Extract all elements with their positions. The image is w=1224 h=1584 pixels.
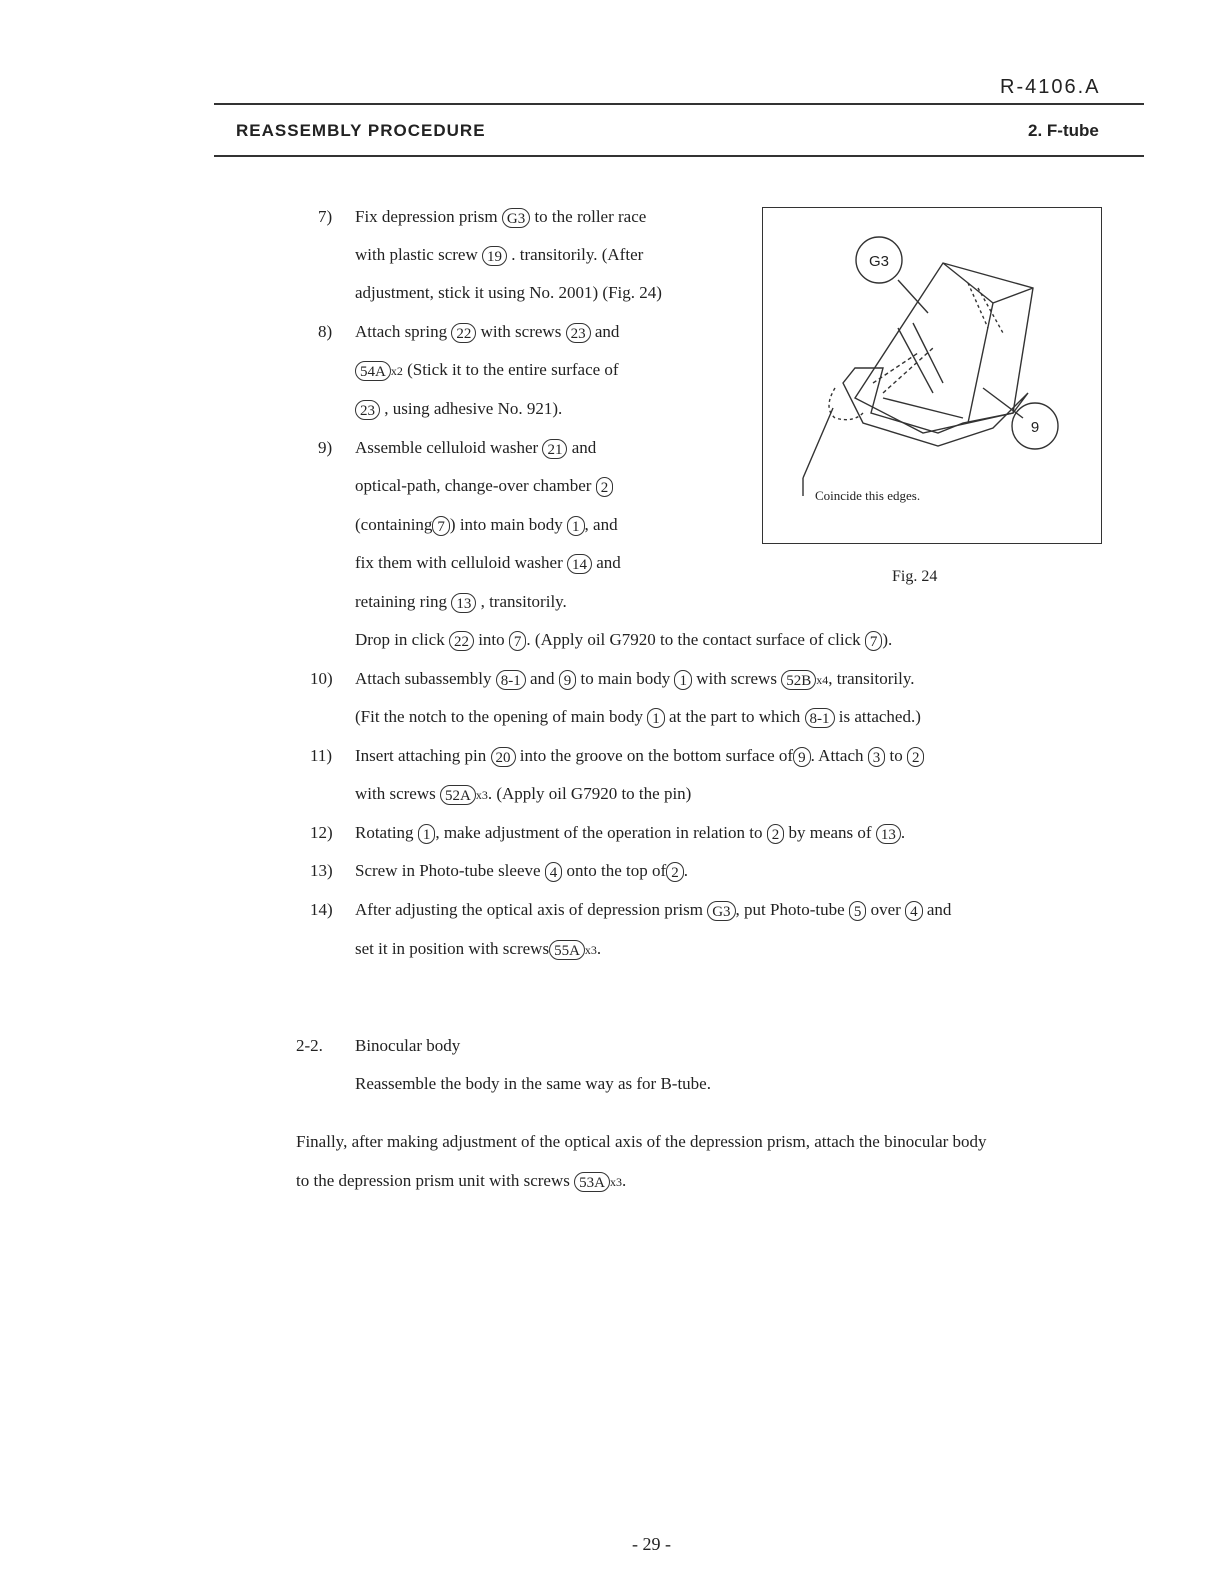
step-13-line-1 [355,860,688,882]
step-8-line-3 [355,398,562,420]
step-9-line-2 [355,475,613,497]
text: ) into main body [449,515,563,534]
text: with screws [355,784,436,803]
part-callout: 1 [418,824,436,844]
part-callout: G3 [707,901,735,921]
text: , make adjustment of the operation in relation to [435,823,763,842]
text: (Fit the notch to the opening of main body [355,707,644,726]
text: with plastic screw [355,245,478,264]
step-11-line-2 [355,783,691,806]
step-9-line-6 [355,629,892,651]
part-callout: 53A [574,1172,610,1192]
section-subtitle: 2. F-tube [1028,121,1099,140]
step-9-number: 9) [318,438,333,457]
text: with screws [480,322,562,341]
part-callout: 21 [542,439,567,459]
text: ). [882,630,893,649]
text: with screws [696,669,777,688]
text: Fix depression prism [355,207,498,226]
step-12-number: 12) [310,823,333,842]
section-title: REASSEMBLY PROCEDURE [236,121,486,140]
part-callout: 2 [596,477,614,497]
text: Attach subassembly [355,669,492,688]
prism-edge [968,303,993,423]
text: (containing [355,515,433,534]
part-callout: 1 [567,516,585,536]
text: into the groove on the bottom surface of [519,746,794,765]
part-callout: 5 [849,901,867,921]
step-8-line-1 [355,321,619,343]
text: onto the top of [566,861,667,880]
text: , put Photo-tube [735,900,845,919]
document-number: R-4106.A [1000,76,1101,98]
part-callout: 8-1 [805,708,835,728]
label-9: 9 [1030,419,1040,436]
step-7-number: 7) [318,207,333,226]
text: . Attach [810,746,864,765]
text: Rotating [355,823,414,842]
text: Screw in Photo-tube sleeve [355,861,541,880]
text: is attached.) [838,707,921,726]
page-number: - 29 - [632,1534,671,1554]
text: Insert attaching pin [355,746,487,765]
multiplier: x3 [609,1175,622,1189]
part-callout: 8-1 [496,670,526,690]
text: . [683,861,688,880]
base-edge [883,398,963,418]
text: . transitorily. (After [511,245,644,264]
text: to the depression prism unit with screws [296,1171,570,1190]
part-callout: 4 [545,862,563,882]
text: optical-path, change-over chamber [355,476,592,495]
part-callout: 52A [440,785,476,805]
part-callout: 2 [767,824,785,844]
figure-24 [762,207,1102,544]
text: . [900,823,906,842]
coincide-note: Coincide this edges. [815,488,921,503]
text: and [571,438,597,457]
step-10-number: 10) [310,669,333,688]
prism-edge [993,288,1033,303]
text: over [870,900,901,919]
step-14-line-1 [355,899,951,921]
text: to main body [580,669,671,688]
text: into [478,630,505,649]
part-callout: 2 [666,862,684,882]
part-callout: 9 [793,747,811,767]
step-11-line-1 [355,745,924,767]
step-7-line-3: adjustment, stick it using No. 2001) (Fig. 24) [355,283,662,302]
part-callout: 2 [907,747,925,767]
text: . [621,1171,627,1190]
part-callout: 1 [674,670,692,690]
text: at the part to which [669,707,801,726]
step-8-line-2 [355,359,619,382]
part-callout: 4 [905,901,923,921]
part-callout: 13 [876,824,901,844]
text: set it in position with screws [355,939,550,958]
step-9-line-4 [355,552,621,574]
text: , transitorily. [828,669,915,688]
prism-diagram [763,208,1100,542]
part-callout: 23 [355,400,380,420]
final-paragraph-line-1: Finally, after making adjustment of the optical axis of the depression prism, attach the binocular body [296,1132,987,1151]
text: and [926,900,952,919]
step-14-line-2 [355,938,601,961]
text: , using adhesive No. 921). [384,399,563,418]
leader-9 [983,388,1023,418]
part-callout: 19 [482,246,507,266]
step-13-number: 13) [310,861,333,880]
base-plate [843,368,1028,446]
text: retaining ring [355,592,448,611]
text: (Stick it to the entire surface of [407,360,619,379]
multiplier: x4 [816,673,829,687]
multiplier: x2 [390,364,403,378]
header-rule-bottom [214,155,1144,157]
part-callout: 22 [449,631,474,651]
step-9-line-5 [355,591,567,613]
text: . (Apply oil G7920 to the contact surface of click [526,630,861,649]
part-callout: 7 [865,631,883,651]
text: by means of [788,823,872,842]
text: and [596,553,621,572]
header-rule-top [214,103,1144,105]
text: to the roller race [534,207,647,226]
part-callout: 22 [451,323,476,343]
step-7-line-2 [355,244,643,266]
step-12-line-1 [355,822,905,844]
part-callout: 7 [432,516,450,536]
text: Drop in click [355,630,445,649]
final-paragraph-line-2 [296,1170,626,1193]
part-callout: 52B [781,670,816,690]
text: . [596,939,602,958]
text: , transitorily. [480,592,567,611]
text: Assemble celluloid washer [355,438,539,457]
step-14-number: 14) [310,900,333,919]
part-callout: 20 [491,747,516,767]
part-callout: 14 [567,554,592,574]
text: Attach spring [355,322,448,341]
section-2-2-number: 2-2. [296,1036,323,1055]
part-callout: 54A [355,361,391,381]
step-10-line-2 [355,706,921,728]
step-7-line-1 [355,206,646,228]
label-g3: G3 [868,253,890,270]
part-callout: 3 [868,747,886,767]
text: . (Apply oil G7920 to the pin) [487,784,692,803]
text: After adjusting the optical axis of depression prism [355,900,703,919]
step-8-number: 8) [318,322,333,341]
text: , and [584,515,618,534]
step-9-line-3 [355,514,618,536]
section-2-2-text: Reassemble the body in the same way as for B-tube. [355,1074,711,1093]
part-callout: 9 [559,670,577,690]
part-callout: 7 [509,631,527,651]
part-callout: G3 [502,208,530,228]
figure-caption: Fig. 24 [892,568,938,585]
prism-outline [855,263,1033,433]
text: and [594,322,620,341]
part-callout: 13 [451,593,476,613]
part-callout: 1 [647,708,665,728]
step-9-line-1 [355,437,596,459]
part-callout: 55A [549,940,585,960]
multiplier: x3 [475,788,488,802]
leader-note [803,408,833,478]
text: to [889,746,903,765]
multiplier: x3 [584,943,597,957]
step-10-line-1 [355,668,914,691]
text: and [529,669,555,688]
text: fix them with celluloid washer [355,553,563,572]
section-2-2-title: Binocular body [355,1036,461,1055]
part-callout: 23 [566,323,591,343]
step-11-number: 11) [310,746,333,765]
